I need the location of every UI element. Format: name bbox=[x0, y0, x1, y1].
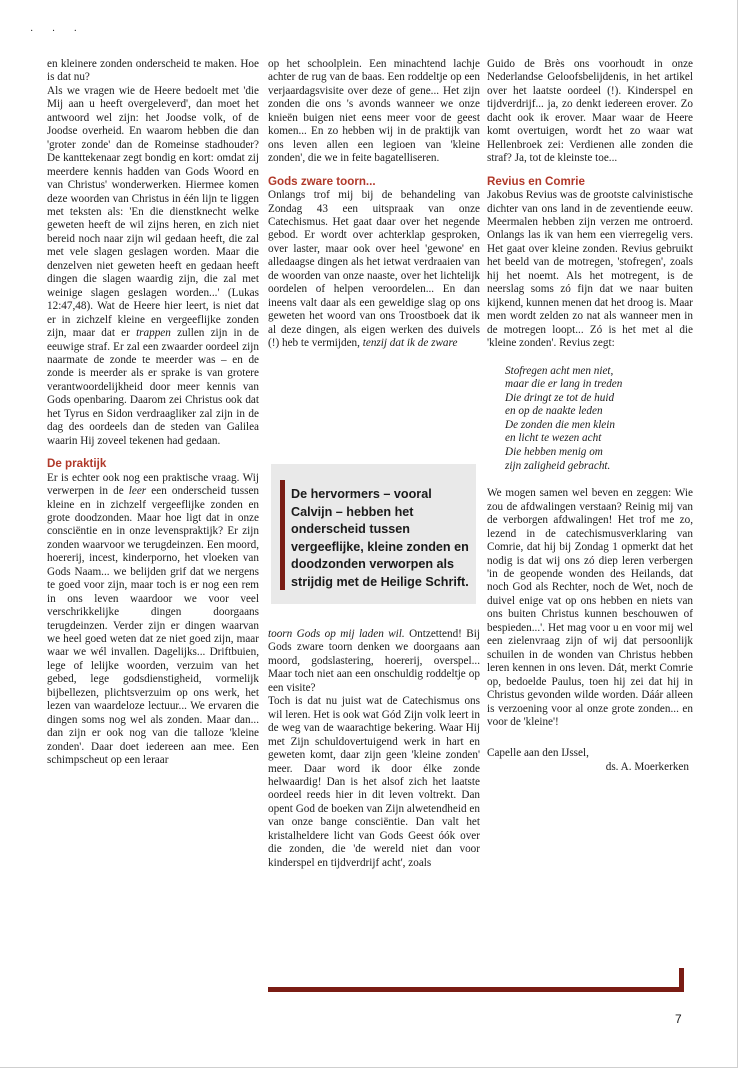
poem-line: en licht te wezen acht bbox=[505, 432, 602, 445]
paragraph: Als we vragen wie de Heere bedoelt met 'die Mij aan u heeft overgeleverd', dan moet het antwoord wel zijn: het Joodse volk, of de Joodse overheid. En waarom hebben die dan 'groter zonde' dan de Romeinse stadhouder? De kanttekenaar zegt bondig en kort: omdat zij meerdere kennis hadden van Gods Woord en van Christus' wonderwerken. Hiermee komen deze woorden van Christus in één lijn te liggen met teksten als: 'En die dienstknecht welke geweten heeft de wil zijns heren, en zich niet bereid noch naar zijn wil gedaan heeft, die zal met vele slagen geslagen worden. Maar die denzelven niet geweten heeft en gedaan heeft dingen die slagen waardig zijn, die zal met weinige slagen geslagen worden...' (Lukas 12:47,48). Wat de Heere hier leert, is niet dat er in zichzelf kleine en vergeeflijke zonden zijn, maar dat er trappen zullen zijn in de eeuwige straf. Er zal een zwaarder oordeel zijn naarmate de zonde te meerder was – en de zonde is meerder als er sprake is van grotere verantwoordelijkheid door meer kennis van Gods openbaring. Daarom zei Christus ook dat het Tyrus en Sidon verdraagliker zal zijn in de dag des oordeels dan de steden van Galilea waarin Hij zoveel tekenen had gedaan. bbox=[47, 84, 260, 447]
pull-quote-text: De hervormers – vooral Calvijn – hebben het onderscheid tussen vergeeflijke, kleine zonden en doodzonden verworpen als strijdig met de Heilige Schrift. bbox=[291, 487, 469, 589]
section-heading: Gods zware toorn... bbox=[268, 174, 376, 188]
poem-line: maar die er lang in treden bbox=[505, 378, 623, 391]
pull-quote bbox=[271, 464, 476, 604]
paragraph: op het schoolplein. Een minachtend lachje achter de rug van de baas. Een roddeltje op een verjaardagsvisite over deze of gene... Het zijn zonden die ons 's avonds wanneer we onze knieën buigen niet eens meer voor de geest komen... En zo hebben wij in de praktijk van ons leven allen een legioen van 'kleine zonden', die we in feite bagatelliseren. bbox=[268, 58, 480, 165]
poem-line: zijn zaligheid gebracht. bbox=[505, 459, 611, 472]
paragraph: Jakobus Revius was de grootste calvinistische dichter van ons land in de zeventiende eeuw. Meermalen hebben zijn verzen me ontroerd. Onlangs las ik van hem een vierregelig vers. Het gaat over kleine zonden. Revius gebruikt het beeld van de motregen, 'stofregen', zoals hij het noemt. Als het motregent, is de neerslag soms zó fijn dat we naar buiten kijkend, kunnen menen dat het droog is. Maar men wordt zelden zo nat als wanneer men in de motregen loopt... Zó is het met al die 'kleine zonden'. Revius zegt: bbox=[487, 189, 694, 350]
column-1 bbox=[47, 58, 259, 768]
pull-quote-bar bbox=[280, 480, 285, 590]
signoff-place: Capelle aan den IJssel, bbox=[487, 747, 589, 760]
paragraph: en kleinere zonden onderscheid te maken. Hoe is dat nu? bbox=[47, 58, 259, 84]
column-3 bbox=[487, 58, 693, 774]
section-heading: De praktijk bbox=[47, 457, 107, 471]
signoff-author: ds. A. Moerkerken bbox=[605, 760, 689, 773]
column-2-continued bbox=[268, 628, 480, 870]
paragraph: Onlangs trof mij bij de behandeling van Zondag 43 een uitspraak van onze Catechismus. Het gaat daar over het negende gebod. Er wordt over achterklap gesproken, over laster, maar ook over heel 'gewone' en alledaagse dingen als het ietwat verdraaien van de woorden van onze naaste, over het lichtelijk oordelen of helpen veroordelen... En dan ineens valt daar als een geweldige slag op ons geweten het woord van ons Troostboek dat ik al deze dingen, als eigen werken des duivels (!) heb te vermijden, tenzij dat ik de zware bbox=[268, 189, 480, 350]
section-heading: Revius en Comrie bbox=[487, 174, 585, 188]
footer-rule-end bbox=[679, 968, 684, 992]
poem-line: De zonden die men klein bbox=[505, 418, 615, 431]
poem bbox=[505, 365, 693, 474]
poem-line: en op de naakte leden bbox=[505, 405, 603, 418]
paragraph: We mogen samen wel beven en zeggen: Wie zou de afdwalingen verstaan? Reinig mij van de verborgen afdwalingen! Het trof me zo, lezend in de catechismusverklaring van Comrie, dat hij bij Zondag 1 opmerkt dat het nodig is dat wij ons zó diep leren verbergen 'in de geopende wonden des Heilands, dat noch God als Rechter, noch de Wet, noch de duivel enige vat op ons hebben en niets van ons buiten Christus kunnen beschouwen of bespieden...'. Het mag voor u en voor mij wel een zielenvraag zijn of wij dat persoonlijk schuilen in de wonden van Christus hebben leren kennen in ons leven. Dát, merkt Comrie op, bedoelde Paulus, toen hij zei dat hij in Christus gevonden wilde worden. Dáár alleen is verzoening voor al onze grote zonden... en voor de 'kleine'! bbox=[487, 487, 693, 728]
poem-line: Stofregen acht men niet, bbox=[505, 364, 614, 377]
page-number: 7 bbox=[675, 1012, 682, 1026]
paragraph: Er is echter ook nog een praktische vraag. Wij verwerpen in de leer een onderscheid tussen kleine en in zichzelf vergeeflijke zonden en grote doodzonden. Maar hoe ligt dat in onze consciëntie en in onze levenspraktijk? Er zijn zonden waarvoor we terugdeinzen. Een moord, hoererij, incest, kinderporno, het vloeken van Gods Naam... we belijden grif dat we nergens te goed voor zijn, maar toch is er nog een rem in ons leven waardoor we voor veel verschrikkelijke dingen doorgaans terugdeinzen. Verder zijn er dingen waarvan we heel goed weten dat ze niet goed zijn, maar waar we wél invallen. Dagelijks... Driftbuien, lege of lelijke woorden, verzuim van het gebed, lege godsdienstigheid, vormelijk bijbellezen, plichtsverzuim op ons werk, het lezen van waardeloze lectuur... We ervaren die dingen soms nog wel als zonden. Maar dan... dan zijn er ook nog van die talloze 'kleine zonden'. Daar doet iedereen aan mee. Een schimpscheut op een leraar bbox=[47, 471, 259, 767]
paragraph: toorn Gods op mij laden wil. Ontzettend! Bij Gods zware toorn denken we doorgaans aan moord, godslastering, hoererij, overspel... Maar toch niet aan een onschuldig roddeltje op een visite? bbox=[268, 628, 480, 694]
paragraph: Guido de Brès ons voorhoudt in onze Nederlandse Geloofsbelijdenis, in het artikel over het laatste oordeel (!). Kinderspel en tijdverdrijf... ja, zo denkt iedereen erover. Zo dacht ook ik erover. Maar waar de Heere komt overtuigen, wordt het zo waar wat Hellenbroek zei: Verdienen alle zonden die straf? Ja, tot de kleinste toe... bbox=[487, 58, 693, 165]
poem-line: Die dringt ze tot de huid bbox=[505, 391, 615, 404]
poem-line: Die hebben menig om bbox=[505, 446, 603, 459]
column-2 bbox=[268, 58, 480, 351]
footer-rule bbox=[268, 987, 684, 992]
scan-marks: · · · bbox=[30, 26, 85, 37]
paragraph: Toch is dat nu juist wat de Catechismus ons wil leren. Het is ook wat Gód Zijn volk leert in de weg van de waarachtige bekering. Waar Hij met Zijn schuldovertuigend werk in hart en geweten komt, daar zijn geen 'kleine zonden' meer. Daar word ik door élke zonde helwaardig! Dan is het alsof zich het laatste oordeel reeds hier in dit leven voltrekt. Dan opent God de boeken van Zijn alwetendheid en van onze bange consciëntie. Dan valt het kristalheldere licht van Gods Geest óók over die zonden, die 'de wereld niet dan voor kinderspel en tijdverdrijf acht', zoals bbox=[268, 695, 480, 869]
